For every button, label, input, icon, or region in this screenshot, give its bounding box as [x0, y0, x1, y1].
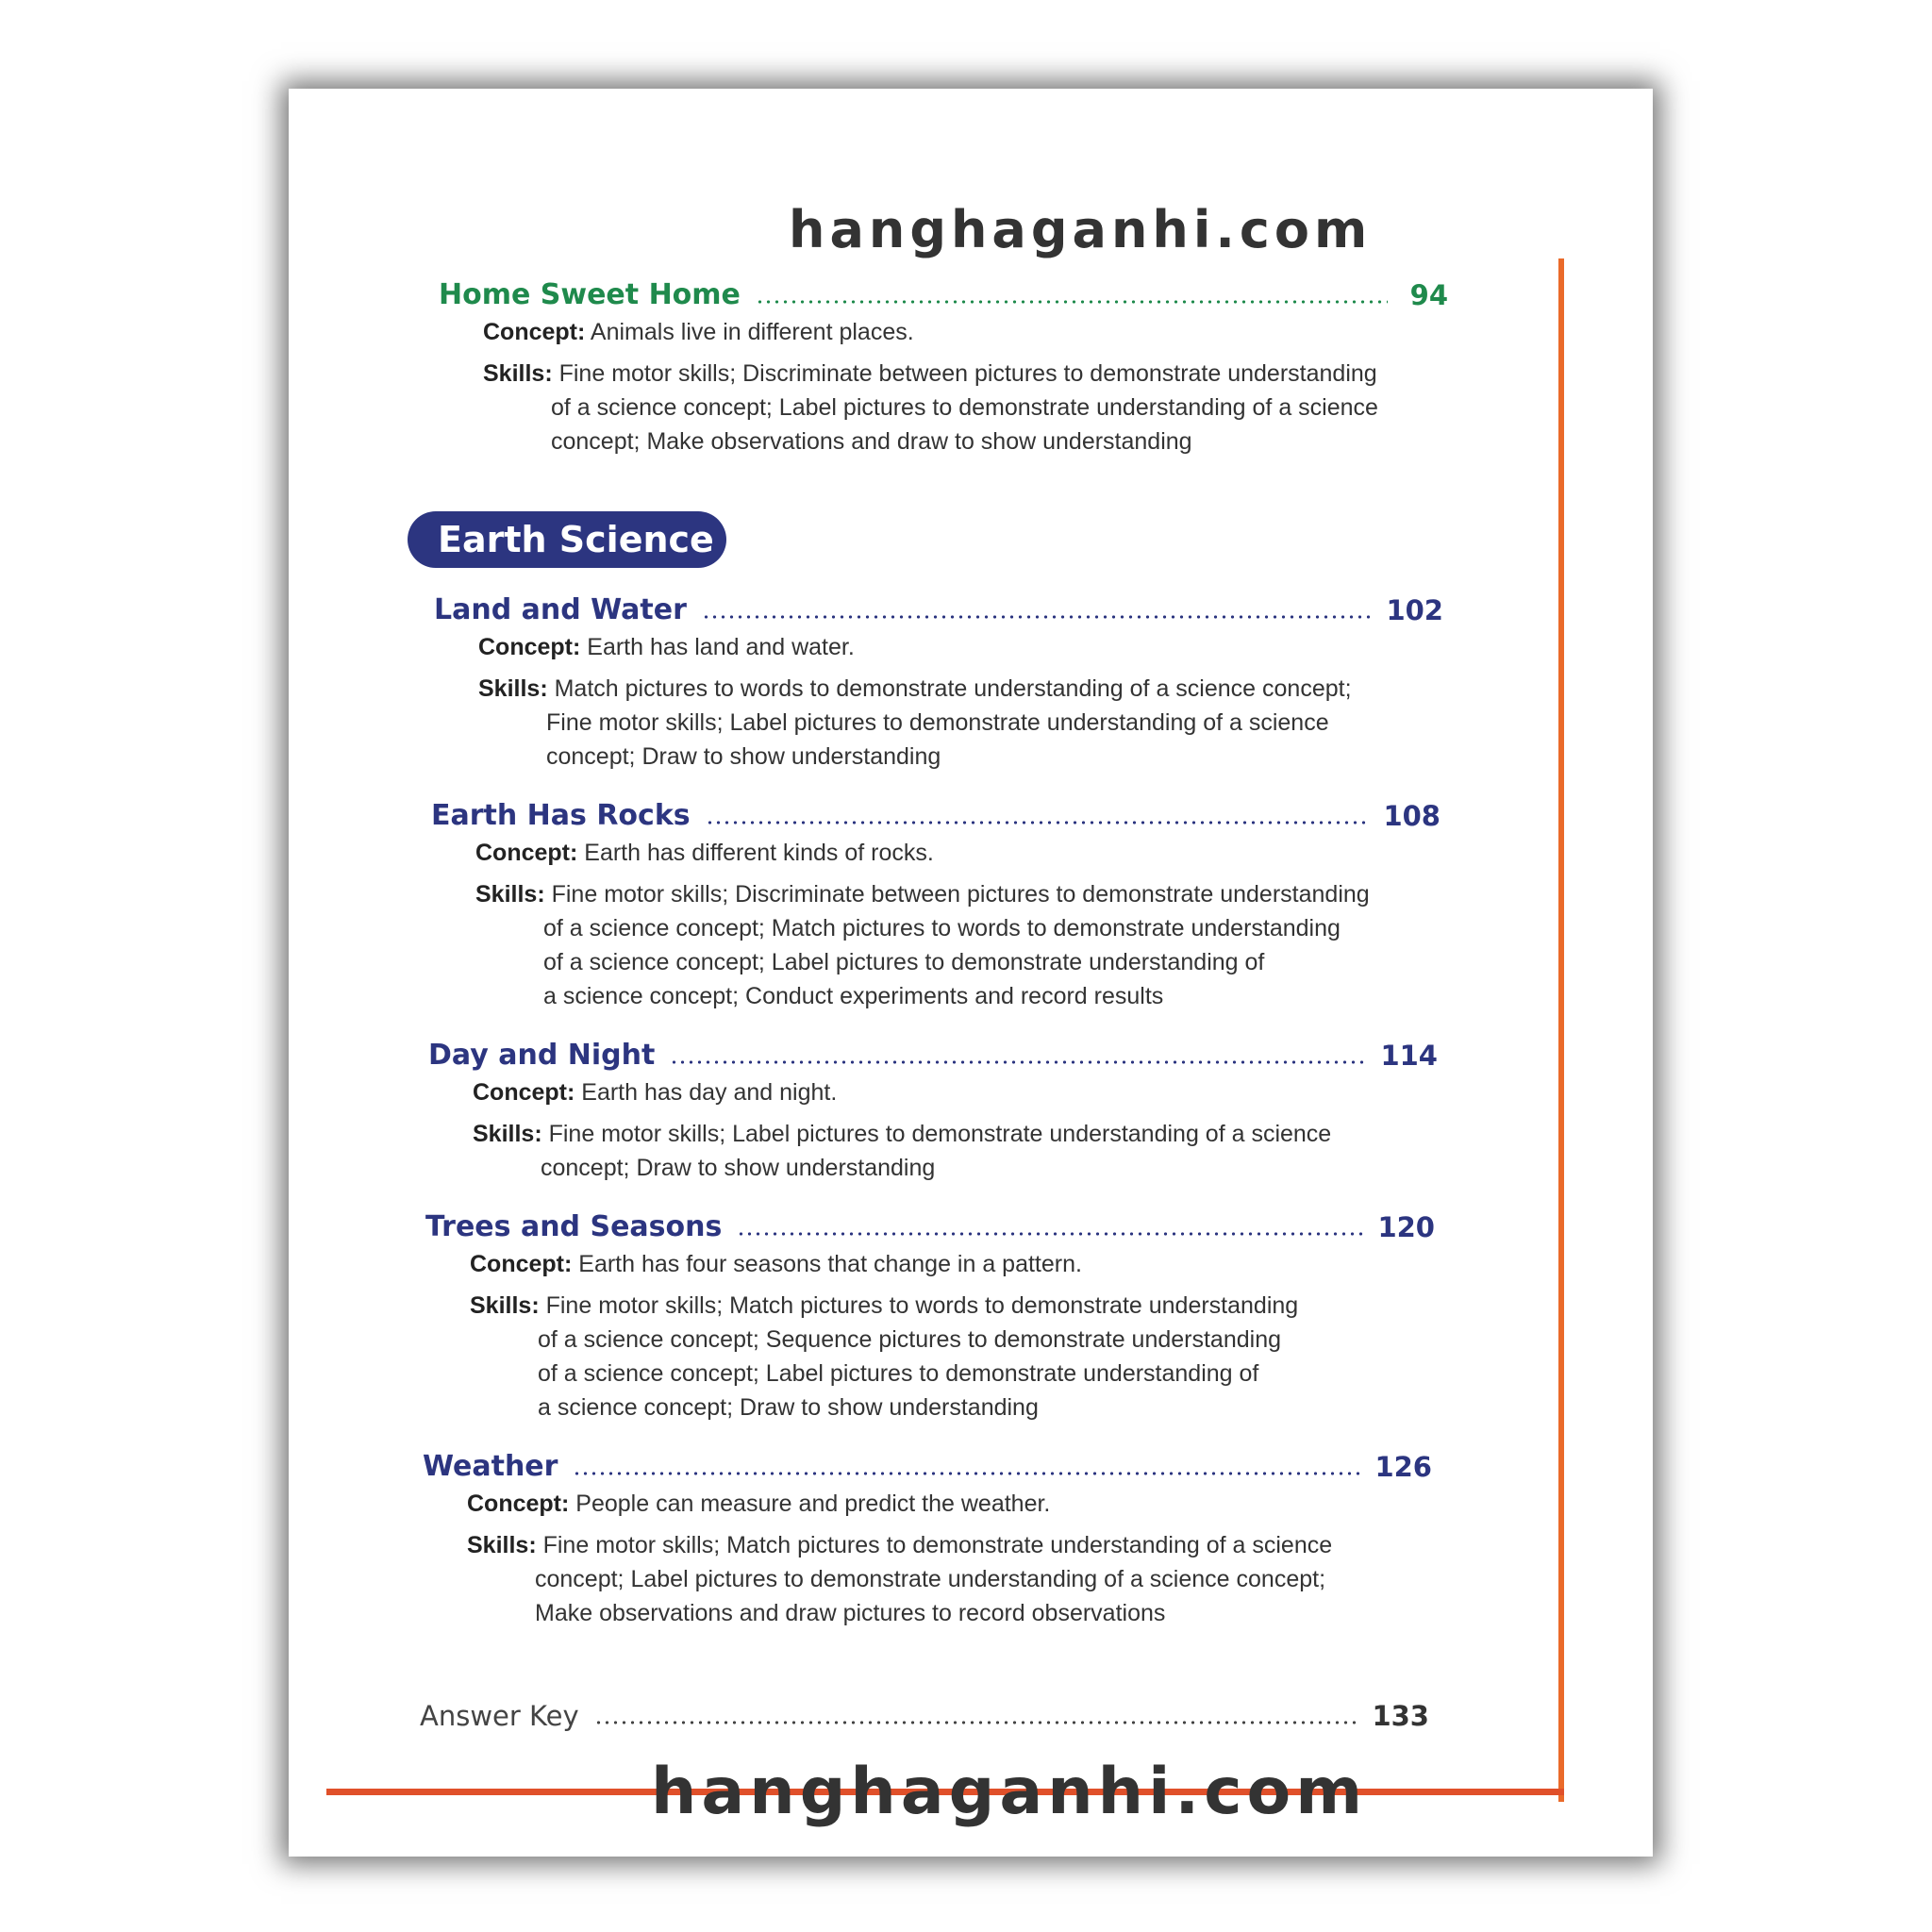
- concept-line: [475, 840, 934, 867]
- concept-label: Concept:: [483, 319, 586, 345]
- toc-entry-home-sweet-home[interactable]: [439, 268, 1448, 311]
- skills-line: of a science concept; Label pictures to demonstrate understanding of: [538, 1360, 1259, 1387]
- skills-line: [473, 1121, 1331, 1148]
- page-border-right: [1558, 258, 1564, 1802]
- leader-dots: [756, 298, 1388, 306]
- skills-text: Fine motor skills; Label pictures to demonstrate understanding of a science: [548, 1121, 1332, 1147]
- skills-label: Skills:: [473, 1121, 542, 1147]
- skills-label: Skills:: [475, 881, 545, 908]
- leader-dots: [573, 1470, 1361, 1477]
- skills-line: [467, 1532, 1332, 1559]
- entry-page-number: 120: [1377, 1211, 1435, 1243]
- skills-label: Skills:: [470, 1292, 540, 1319]
- leader-dots: [737, 1230, 1364, 1238]
- entry-title: Land and Water: [434, 593, 687, 626]
- concept-line: [473, 1079, 837, 1107]
- concept-line: [470, 1251, 1082, 1278]
- entry-title: Home Sweet Home: [439, 278, 741, 311]
- skills-text: Fine motor skills; Match pictures to demonstrate understanding of a science: [542, 1532, 1333, 1558]
- section-heading-text: Earth Science: [438, 519, 714, 560]
- skills-label: Skills:: [478, 675, 548, 702]
- skills-text: Fine motor skills; Discriminate between pictures to demonstrate understanding: [558, 360, 1377, 387]
- concept-text: People can measure and predict the weather.: [575, 1491, 1051, 1517]
- section-heading-earth-science: [408, 511, 726, 568]
- leader-dots: [702, 613, 1374, 621]
- skills-line: [483, 360, 1377, 388]
- skills-line: [478, 675, 1352, 703]
- skills-line: Make observations and draw pictures to record observations: [535, 1600, 1166, 1626]
- skills-line: of a science concept; Label pictures to demonstrate understanding of a science: [551, 394, 1378, 421]
- skills-line: concept; Label pictures to demonstrate understanding of a science concept;: [535, 1566, 1326, 1592]
- skills-line: of a science concept; Sequence pictures to demonstrate understanding: [538, 1326, 1282, 1353]
- watermark-bottom: hanghaganhi.com: [651, 1755, 1368, 1829]
- concept-label: Concept:: [470, 1251, 573, 1277]
- entry-page-number: 102: [1386, 594, 1443, 626]
- skills-text: Fine motor skills; Match pictures to words to demonstrate understanding: [545, 1292, 1299, 1319]
- skills-text: Match pictures to words to demonstrate understanding of a science concept;: [554, 675, 1352, 702]
- concept-line: [478, 634, 855, 661]
- entry-page-number: 108: [1383, 800, 1441, 832]
- skills-line: of a science concept; Match pictures to words to demonstrate understanding: [543, 915, 1341, 941]
- leader-dots: [706, 819, 1371, 826]
- entry-page-number: 133: [1372, 1700, 1429, 1732]
- toc-entry-trees-and-seasons[interactable]: [425, 1200, 1435, 1243]
- leader-dots: [594, 1719, 1359, 1726]
- entry-title: Trees and Seasons: [425, 1210, 723, 1243]
- toc-entry-earth-has-rocks[interactable]: [431, 789, 1441, 832]
- toc-entry-day-and-night[interactable]: [428, 1028, 1438, 1072]
- toc-entry-weather[interactable]: [423, 1440, 1432, 1483]
- entry-title: Earth Has Rocks: [431, 799, 691, 832]
- concept-label: Concept:: [467, 1491, 570, 1517]
- toc-entry-land-and-water[interactable]: [434, 583, 1443, 626]
- skills-line: a science concept; Conduct experiments and record results: [543, 983, 1164, 1009]
- concept-text: Earth has day and night.: [581, 1079, 838, 1106]
- entry-page-number: 126: [1374, 1451, 1432, 1483]
- leader-dots: [670, 1058, 1367, 1066]
- concept-label: Concept:: [478, 634, 581, 660]
- watermark-top: hanghaganhi.com: [789, 200, 1373, 259]
- skills-line: concept; Draw to show understanding: [546, 743, 941, 770]
- skills-text: Fine motor skills; Discriminate between pictures to demonstrate understanding: [551, 881, 1370, 908]
- concept-label: Concept:: [475, 840, 578, 866]
- concept-line: [483, 319, 914, 346]
- concept-label: Concept:: [473, 1079, 575, 1106]
- skills-label: Skills:: [483, 360, 553, 387]
- entry-title: Day and Night: [428, 1039, 656, 1072]
- toc-entry-answer-key[interactable]: [420, 1689, 1429, 1732]
- concept-line: [467, 1491, 1050, 1518]
- skills-line: concept; Make observations and draw to show understanding: [551, 428, 1192, 455]
- concept-text: Animals live in different places.: [590, 319, 914, 345]
- entry-title: Answer Key: [420, 1700, 579, 1732]
- concept-text: Earth has four seasons that change in a pattern.: [578, 1251, 1082, 1277]
- skills-line: [475, 881, 1370, 908]
- skills-line: of a science concept; Label pictures to demonstrate understanding of: [543, 949, 1265, 975]
- concept-text: Earth has different kinds of rocks.: [584, 840, 934, 866]
- entry-title: Weather: [423, 1450, 558, 1483]
- entry-page-number: 114: [1380, 1040, 1438, 1072]
- concept-text: Earth has land and water.: [587, 634, 855, 660]
- skills-label: Skills:: [467, 1532, 537, 1558]
- skills-line: Fine motor skills; Label pictures to demonstrate understanding of a science: [546, 709, 1329, 736]
- skills-line: concept; Draw to show understanding: [541, 1155, 936, 1181]
- skills-line: a science concept; Draw to show understanding: [538, 1394, 1039, 1421]
- entry-page-number: 94: [1409, 279, 1448, 311]
- skills-line: [470, 1292, 1298, 1320]
